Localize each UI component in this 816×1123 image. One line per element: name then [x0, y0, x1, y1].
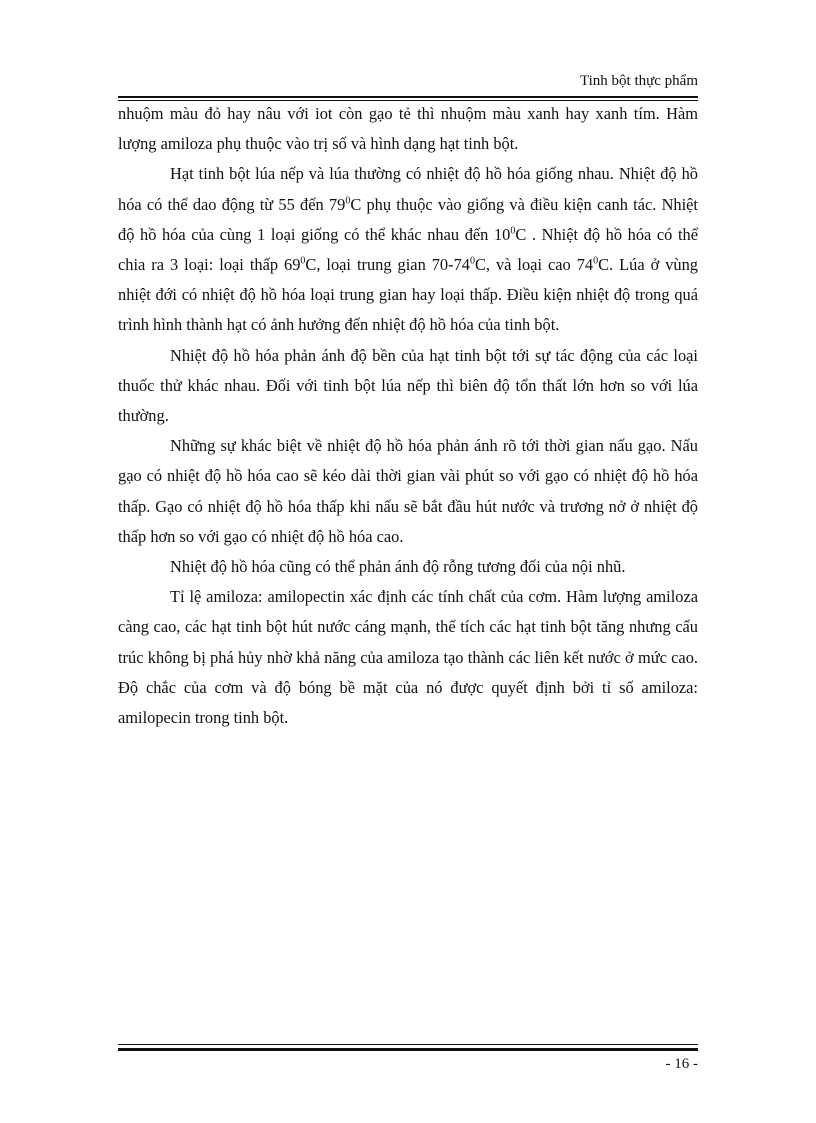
- paragraph-endosperm-porosity: Nhiệt độ hồ hóa cũng có thể phản ánh độ rỗng tương đối của nội nhũ.: [170, 557, 626, 577]
- text-run: C. Lúa ở vùng nhiệt đới có nhiệt độ hồ hóa loại trung gian hay loại thấp. Điều kiện nhiệt độ trong quá trình hình thành hạt có ảnh hưởng đến nhiệt độ hồ hóa của tinh bột.: [118, 255, 698, 335]
- text-run: C, loại trung gian 70-74: [305, 255, 470, 275]
- text-run: C phụ thuộc vào giống và điều kiện canh tác. Nhiệt độ hồ hóa của cùng 1 loại giống có thể khác nhau đến 10: [118, 194, 698, 244]
- paragraph-continuation: nhuộm màu đỏ hay nâu với iot còn gạo tẻ thì nhuộm màu xanh hay xanh tím. Hàm lượng amiloza phụ thuộc vào trị số và hình dạng hạt tinh bột.: [118, 104, 698, 154]
- paragraph-amylose-ratio: Tỉ lệ amiloza: amilopectin xác định các tính chất của cơm. Hàm lượng amiloza càng cao, các hạt tinh bột hút nước cáng mạnh, thể tích các hạt tinh bột tăng nhưng cấu trúc không bị phá hủy nhờ khả năng của amiloza tạo thành các liên kết nước ở mức cao. Độ chắc của cơm và độ bóng bề mặt của nó được quyết định bởi tỉ số amiloza: amilopecin trong tinh bột.: [118, 587, 698, 728]
- paragraph-gelatinization-temperature: [118, 159, 698, 340]
- page-number: - 16 -: [665, 1056, 698, 1072]
- degree-superscript: 0: [510, 225, 516, 237]
- paragraph-cooking-time: Những sự khác biệt về nhiệt độ hồ hóa phản ánh rõ tới thời gian nấu gạo. Nấu gạo có nhiệt độ hồ hóa cao sẽ kéo dài thời gian vài phút so với gạo có nhiệt độ hồ hóa thấp. Gạo có nhiệt độ hồ hóa thấp khi nấu sẽ bắt đầu hút nước và trương nở ở nhiệt độ thấp hơn so với gạo có nhiệt độ hồ hóa cao.: [118, 436, 698, 546]
- page-body: [118, 99, 698, 733]
- degree-superscript: 0: [593, 255, 599, 267]
- degree-superscript: 0: [345, 195, 351, 207]
- text-run: Hạt tinh bột lúa nếp và lúa thường có nhiệt độ hồ hóa giống nhau. Nhiệt độ hồ hóa có thể dao động từ 55 đến 79: [118, 164, 698, 214]
- degree-superscript: 0: [300, 255, 306, 267]
- degree-superscript: 0: [469, 255, 475, 267]
- text-run: C . Nhiệt độ hồ hóa có thể chia ra 3 loại: loại thấp 69: [118, 224, 698, 275]
- text-run: C, và loại cao 74: [474, 255, 594, 275]
- footer-rule: [118, 1044, 698, 1051]
- paragraph-starch-durability: Nhiệt độ hồ hóa phản ánh độ bền của hạt tinh bột tới sự tác động của các loại thuốc thử khác nhau. Đối với tinh bột lúa nếp thì biên độ tổn thất lớn hơn so với lúa thường.: [118, 345, 698, 426]
- running-header-title: Tinh bột thực phẩm: [579, 73, 698, 89]
